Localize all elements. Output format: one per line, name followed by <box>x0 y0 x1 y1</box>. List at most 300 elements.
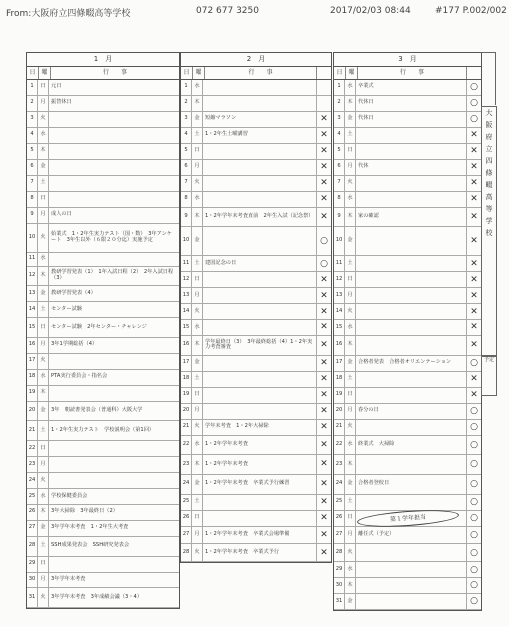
day-cell: 25 <box>27 489 38 504</box>
calendar-row <box>334 176 481 192</box>
event-cell <box>203 511 317 526</box>
day-cell: 14 <box>27 302 38 317</box>
attendance-mark: ○ <box>470 479 478 490</box>
calendar-row <box>27 318 179 338</box>
day-cell: 9 <box>334 208 345 227</box>
day-cell: 20 <box>27 402 38 421</box>
attendance-mark: ○ <box>320 258 328 269</box>
side-char: 立 <box>485 145 493 153</box>
attendance-mark: ○ <box>470 98 478 109</box>
day-cell: 25 <box>181 495 192 510</box>
attendance-mark: ✕ <box>470 340 478 351</box>
calendar-row <box>27 473 179 489</box>
event-cell <box>203 272 317 287</box>
side-char: 等 <box>485 205 493 213</box>
day-cell: 28 <box>27 537 38 556</box>
day-cell: 30 <box>27 573 38 588</box>
event-cell <box>356 144 467 159</box>
weekday-cell: 日 <box>38 192 49 207</box>
calendar-row <box>181 372 331 388</box>
weekday-cell: 水 <box>38 489 49 504</box>
weekday-cell: 水 <box>38 370 49 385</box>
event-cell <box>203 304 317 319</box>
weekday-cell: 金 <box>345 594 356 609</box>
day-cell: 14 <box>181 304 192 319</box>
event-cell: 短縮マラソン <box>203 112 317 127</box>
side-small-label: 予定 <box>481 356 497 396</box>
weekday-cell: 月 <box>192 527 203 544</box>
day-cell: 28 <box>181 544 192 561</box>
calendar-row <box>181 404 331 420</box>
calendar-row <box>27 286 179 302</box>
day-cell: 11 <box>27 253 38 266</box>
day-cell: 4 <box>27 128 38 143</box>
day-cell: 9 <box>27 208 38 223</box>
event-cell: 3年大掃除 3年最終日（2） <box>51 508 118 515</box>
weekday-cell: 日 <box>38 80 49 95</box>
weekday-cell: 日 <box>192 388 203 403</box>
weekday-cell: 火 <box>345 420 356 435</box>
event-cell: 学年末考査 1・2年大掃除 <box>203 420 317 435</box>
weekday-cell: 木 <box>38 505 49 520</box>
attendance-mark <box>317 80 331 95</box>
weekday-cell: 水 <box>192 320 203 335</box>
event-cell <box>203 288 317 303</box>
event-cell <box>356 594 467 609</box>
event-cell: SSH成果発表会 SSH研究発表会 <box>51 542 130 549</box>
attendance-mark: ✕ <box>470 178 478 189</box>
weekday-cell: 日 <box>345 388 356 403</box>
weekday-cell: 火 <box>345 304 356 319</box>
column-header-wd: 曜 <box>193 67 205 79</box>
calendar-row <box>181 176 331 192</box>
weekday-cell: 水 <box>192 436 203 455</box>
event-cell <box>356 388 467 403</box>
weekday-cell: 土 <box>345 128 356 143</box>
day-cell: 22 <box>334 436 345 455</box>
event-cell <box>356 192 467 207</box>
weekday-cell: 金 <box>345 112 356 127</box>
event-cell <box>203 144 317 159</box>
day-cell: 26 <box>334 511 345 526</box>
weekday-cell: 火 <box>192 544 203 561</box>
day-cell: 2 <box>334 96 345 111</box>
day-cell: 13 <box>27 286 38 301</box>
event-cell: 代休日 <box>356 96 467 111</box>
attendance-mark: ✕ <box>470 211 478 222</box>
calendar-row <box>27 421 179 441</box>
day-cell: 16 <box>181 336 192 355</box>
column-headers <box>334 67 481 80</box>
weekday-cell: 金 <box>38 402 49 421</box>
event-cell <box>356 495 467 510</box>
event-cell <box>356 272 467 287</box>
event-cell <box>356 256 467 271</box>
weekday-cell: 月 <box>192 160 203 175</box>
day-cell: 24 <box>181 475 192 494</box>
event-cell: 1・2年学年末考査 <box>203 436 317 455</box>
day-cell: 4 <box>334 128 345 143</box>
calendar-row <box>181 455 331 475</box>
day-cell: 17 <box>27 354 38 369</box>
calendar-row <box>334 304 481 320</box>
event-cell: 1・2年学年末考査 卒業式予行練習 <box>203 475 317 494</box>
attendance-mark: ✕ <box>320 405 328 416</box>
event-cell <box>49 386 179 401</box>
day-cell: 22 <box>27 441 38 456</box>
day-cell: 11 <box>334 256 345 271</box>
day-cell: 5 <box>334 144 345 159</box>
day-cell: 26 <box>27 505 38 520</box>
attendance-mark: ✕ <box>470 258 478 269</box>
side-char: 四 <box>485 157 493 165</box>
attendance-mark: ○ <box>470 82 478 93</box>
calendar-row <box>334 256 481 272</box>
weekday-cell: 日 <box>192 272 203 287</box>
calendar-row <box>181 272 331 288</box>
weekday-cell: 木 <box>38 386 49 401</box>
day-cell: 6 <box>27 160 38 175</box>
column-header-wd: 曜 <box>39 67 51 79</box>
calendar-row <box>27 267 179 287</box>
weekday-cell: 月 <box>192 404 203 419</box>
calendar-row <box>334 320 481 336</box>
calendar-row <box>334 160 481 176</box>
column-headers <box>27 67 179 80</box>
event-cell: 家の確認 <box>356 208 467 227</box>
weekday-cell: 木 <box>38 267 49 286</box>
event-cell <box>356 562 467 577</box>
weekday-cell: 木 <box>38 144 49 159</box>
calendar-row <box>181 256 331 272</box>
event-cell: 卒業式 <box>356 80 467 95</box>
day-cell: 6 <box>181 160 192 175</box>
weekday-cell: 火 <box>38 588 49 607</box>
attendance-mark: ✕ <box>320 340 328 351</box>
event-cell <box>49 176 179 191</box>
event-cell: 1・2年学年末考査 卒業式会場準備 <box>203 527 317 544</box>
day-cell: 16 <box>27 338 38 353</box>
day-cell: 3 <box>27 112 38 127</box>
calendar-row <box>27 386 179 402</box>
event-cell <box>49 192 179 207</box>
weekday-cell: 木 <box>345 578 356 593</box>
weekday-cell: 水 <box>345 192 356 207</box>
calendar-row <box>181 320 331 336</box>
calendar-row <box>181 356 331 372</box>
event-cell <box>203 160 317 175</box>
calendar-row <box>27 80 179 96</box>
calendar-row <box>27 402 179 422</box>
calendar-row <box>181 544 331 562</box>
calendar-row <box>181 192 331 208</box>
attendance-mark: ✕ <box>320 421 328 432</box>
calendar-row <box>27 505 179 521</box>
event-cell <box>356 128 467 143</box>
attendance-mark: ✕ <box>320 193 328 204</box>
attendance-mark: ✕ <box>320 114 328 125</box>
event-cell: 1・2年生実力テスト 学校説明会（第1回） <box>51 426 155 433</box>
weekday-cell: 木 <box>345 455 356 474</box>
day-cell: 19 <box>334 388 345 403</box>
event-cell <box>356 420 467 435</box>
attendance-mark: ✕ <box>320 358 328 369</box>
weekday-cell: 日 <box>345 272 356 287</box>
month-column-january <box>26 52 180 609</box>
calendar-row <box>181 420 331 436</box>
weekday-cell: 金 <box>192 475 203 494</box>
calendar-row <box>27 96 179 112</box>
event-cell <box>203 96 317 111</box>
attendance-mark: ○ <box>470 358 478 369</box>
calendar-row <box>27 112 179 128</box>
day-cell: 27 <box>334 527 345 544</box>
day-cell: 8 <box>181 192 192 207</box>
weekday-cell: 火 <box>192 304 203 319</box>
event-cell <box>203 356 317 371</box>
side-char: 高 <box>485 193 493 201</box>
weekday-cell: 木 <box>192 336 203 355</box>
event-cell: PTA実行委員会・指名会 <box>51 373 108 380</box>
calendar-row <box>181 527 331 545</box>
weekday-cell: 日 <box>345 144 356 159</box>
weekday-cell: 木 <box>192 455 203 474</box>
event-cell: 合格者登校日 <box>356 475 467 494</box>
day-cell: 15 <box>181 320 192 335</box>
calendar-row <box>181 288 331 304</box>
calendar-row <box>334 475 481 495</box>
weekday-cell: 月 <box>345 527 356 544</box>
side-margin <box>481 52 496 105</box>
calendar-row <box>27 224 179 253</box>
weekday-cell: 金 <box>192 356 203 371</box>
calendar-row <box>181 112 331 128</box>
event-cell <box>203 192 317 207</box>
calendar-row <box>181 160 331 176</box>
weekday-cell: 水 <box>345 80 356 95</box>
day-cell: 18 <box>181 372 192 387</box>
calendar-row <box>334 112 481 128</box>
calendar-row <box>27 144 179 160</box>
calendar-row <box>334 272 481 288</box>
calendar-row <box>334 562 481 578</box>
attendance-mark: ✕ <box>470 274 478 285</box>
weekday-cell: 土 <box>38 176 49 191</box>
day-cell: 4 <box>181 128 192 143</box>
attendance-mark: ✕ <box>320 374 328 385</box>
weekday-cell: 火 <box>38 354 49 369</box>
attendance-mark: ✕ <box>320 439 328 450</box>
day-cell: 31 <box>27 588 38 607</box>
event-cell <box>49 253 179 266</box>
event-cell: センター試験 <box>51 305 82 312</box>
attendance-mark: ○ <box>470 580 478 591</box>
attendance-mark: ✕ <box>470 162 478 173</box>
day-cell: 17 <box>334 356 345 371</box>
attendance-mark: ✕ <box>470 290 478 301</box>
column-header-mark <box>317 67 331 79</box>
calendar-row <box>27 253 179 267</box>
day-cell: 12 <box>27 267 38 286</box>
day-cell: 1 <box>27 80 38 95</box>
calendar-row <box>181 511 331 527</box>
weekday-cell: 土 <box>192 495 203 510</box>
calendar-row <box>181 304 331 320</box>
attendance-mark: ✕ <box>320 496 328 507</box>
calendar-row <box>181 96 331 112</box>
calendar-row <box>334 544 481 562</box>
day-cell: 27 <box>27 521 38 536</box>
calendar-row <box>334 404 481 420</box>
attendance-mark: ○ <box>470 496 478 507</box>
calendar-row <box>27 370 179 386</box>
calendar-row <box>334 208 481 228</box>
attendance-mark: ✕ <box>470 193 478 204</box>
attendance-mark <box>317 96 331 111</box>
weekday-cell: 月 <box>38 96 49 111</box>
weekday-cell: 月 <box>192 288 203 303</box>
calendar-row <box>27 573 179 589</box>
calendar-row <box>181 436 331 456</box>
day-cell: 15 <box>27 318 38 337</box>
event-cell: 元日 <box>51 83 62 90</box>
calendar-row <box>181 144 331 160</box>
event-cell: 1・2年学年末考査直前 2年生入試（記念祭） <box>203 208 317 227</box>
weekday-cell: 土 <box>345 495 356 510</box>
calendar-row <box>27 521 179 537</box>
calendar-row <box>334 436 481 456</box>
attendance-mark: ✕ <box>470 130 478 141</box>
day-cell: 13 <box>334 288 345 303</box>
weekday-cell: 月 <box>345 160 356 175</box>
attendance-mark: ○ <box>470 439 478 450</box>
day-cell: 11 <box>181 256 192 271</box>
attendance-mark: ✕ <box>320 130 328 141</box>
event-cell: 代休日 <box>356 112 467 127</box>
calendar-row <box>27 338 179 354</box>
attendance-mark: ○ <box>470 459 478 470</box>
day-cell: 24 <box>27 473 38 488</box>
weekday-cell: 金 <box>38 286 49 301</box>
day-cell: 23 <box>27 457 38 472</box>
calendar-row <box>27 354 179 370</box>
calendar-row <box>334 192 481 208</box>
event-cell <box>203 176 317 191</box>
day-cell: 25 <box>334 495 345 510</box>
calendar-row <box>334 420 481 436</box>
day-cell: 10 <box>181 227 192 255</box>
day-cell: 1 <box>334 80 345 95</box>
event-cell: 合格者発表 合格者オリエンテーション <box>356 356 467 371</box>
day-cell: 21 <box>27 421 38 440</box>
event-cell <box>356 176 467 191</box>
calendar-row <box>181 388 331 404</box>
weekday-cell: 水 <box>345 562 356 577</box>
attendance-mark: ○ <box>470 564 478 575</box>
event-cell: 振替休日 <box>51 99 72 106</box>
event-cell <box>356 304 467 319</box>
event-cell: 離任式（予定） <box>356 527 467 544</box>
event-cell <box>49 112 179 127</box>
weekday-cell: 木 <box>345 336 356 355</box>
calendar-row <box>334 372 481 388</box>
day-cell: 5 <box>27 144 38 159</box>
weekday-cell: 月 <box>38 573 49 588</box>
day-cell: 19 <box>181 388 192 403</box>
attendance-mark: ✕ <box>320 547 328 558</box>
attendance-mark: ○ <box>470 512 478 523</box>
weekday-cell: 水 <box>38 128 49 143</box>
day-cell: 19 <box>27 386 38 401</box>
calendar-row <box>181 128 331 144</box>
calendar-row <box>334 80 481 96</box>
calendar-row <box>334 96 481 112</box>
weekday-cell: 金 <box>345 356 356 371</box>
weekday-cell: 金 <box>345 475 356 494</box>
event-cell: 学校保健委員会 <box>51 492 88 499</box>
calendar-row <box>27 537 179 557</box>
event-cell <box>356 227 467 255</box>
event-cell: 3年学年末考査 <box>51 576 86 583</box>
event-cell <box>356 544 467 561</box>
day-cell: 23 <box>181 455 192 474</box>
calendar-row <box>27 128 179 144</box>
event-cell <box>49 557 179 572</box>
event-cell <box>356 372 467 387</box>
calendar-row <box>27 457 179 473</box>
day-cell: 18 <box>334 372 345 387</box>
weekday-cell: 木 <box>192 208 203 227</box>
calendar-row <box>334 578 481 594</box>
day-cell: 6 <box>334 160 345 175</box>
event-cell <box>356 288 467 303</box>
day-cell: 28 <box>334 544 345 561</box>
event-cell: 終業式 大掃除 <box>356 436 467 455</box>
day-cell: 9 <box>181 208 192 227</box>
fax-page-number: #177 P.002/002 <box>435 6 507 16</box>
side-char: 阪 <box>485 121 493 129</box>
day-cell: 1 <box>181 80 192 95</box>
side-char: 府 <box>485 133 493 141</box>
weekday-cell: 火 <box>38 112 49 127</box>
weekday-cell: 月 <box>38 338 49 353</box>
calendar-row <box>334 288 481 304</box>
month-column-february <box>180 52 332 563</box>
day-cell: 8 <box>334 192 345 207</box>
day-cell: 24 <box>334 475 345 494</box>
event-cell: 1・2年学年末考査 <box>203 455 317 474</box>
calendar-row <box>27 441 179 457</box>
weekday-cell: 火 <box>38 473 49 488</box>
attendance-mark: ○ <box>470 421 478 432</box>
attendance-mark: ✕ <box>320 306 328 317</box>
attendance-mark: ✕ <box>320 178 328 189</box>
weekday-cell: 土 <box>345 372 356 387</box>
day-cell: 21 <box>181 420 192 435</box>
column-header-day: 日 <box>181 67 193 79</box>
weekday-cell: 月 <box>38 208 49 223</box>
fax-timestamp: 2017/02/03 08:44 <box>330 6 411 16</box>
event-cell <box>203 404 317 419</box>
month-header: 2 月 <box>181 53 331 67</box>
calendar-row <box>27 192 179 208</box>
day-cell: 21 <box>334 420 345 435</box>
weekday-cell: 金 <box>192 112 203 127</box>
event-cell: 3年1学期総括（4） <box>51 341 98 348</box>
weekday-cell: 火 <box>192 420 203 435</box>
attendance-mark: ✕ <box>320 274 328 285</box>
calendar-row <box>334 594 481 610</box>
